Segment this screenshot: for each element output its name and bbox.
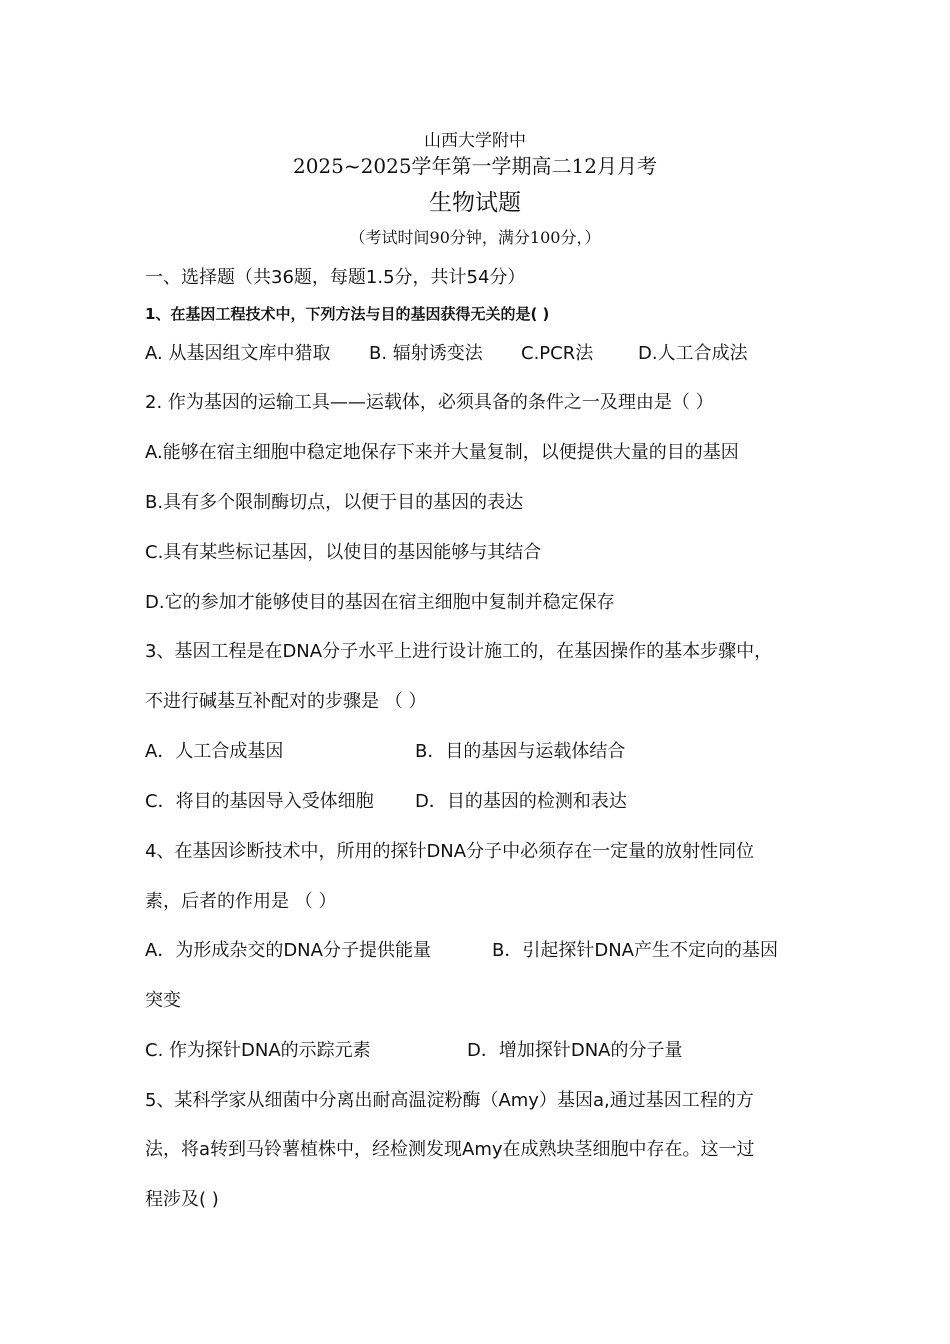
q3-option-c: C．将目的基因导入受体细胞: [145, 791, 374, 812]
q5-stem-line2: 法，将a转到马铃薯植株中，经检测发现Amy在成熟块茎细胞中存在。这一过: [145, 1139, 755, 1160]
q4-stem-line2: 素，后者的作用是 （ ）: [145, 891, 337, 912]
exam-term: 2025~2025学年第一学期高二12月月考: [292, 154, 657, 178]
section-heading: 一、选择题（共36题，每题1.5分，共计54分）: [145, 267, 526, 288]
q1-option-a: A. 从基因组文库中猎取: [145, 343, 331, 364]
q4-option-d: D．增加探针DNA的分子量: [467, 1040, 683, 1061]
q1-option-b: B. 辐射诱变法: [369, 343, 483, 364]
q2-option-d: D.它的参加才能够使目的基因在宿主细胞中复制并稳定保存: [145, 592, 615, 613]
q1-stem: 1、在基因工程技术中，下列方法与目的基因获得无关的是( ): [145, 305, 550, 323]
exam-subject-title: 生物试题: [429, 190, 521, 216]
q3-option-a: A．人工合成基因: [145, 741, 284, 762]
q4-option-c: C. 作为探针DNA的示踪元素: [145, 1040, 371, 1061]
q4-option-b: B．引起探针DNA产生不定向的基因: [492, 940, 778, 961]
q4-option-b-continued: 突变: [145, 990, 181, 1011]
q3-option-b: B．目的基因与运载体结合: [415, 741, 626, 762]
school-name: 山西大学附中: [424, 131, 526, 151]
q2-option-a: A.能够在宿主细胞中稳定地保存下来并大量复制，以便提供大量的目的基因: [145, 442, 739, 463]
q3-stem-line1: 3、基因工程是在DNA分子水平上进行设计施工的，在基因操作的基本步骤中，: [145, 641, 773, 662]
q4-stem-line1: 4、在基因诊断技术中，所用的探针DNA分子中必须存在一定量的放射性同位: [145, 841, 755, 862]
q2-option-b: B.具有多个限制酶切点，以便于目的基因的表达: [145, 492, 524, 513]
q4-option-a: A．为形成杂交的DNA分子提供能量: [145, 940, 431, 961]
q3-stem-line2: 不进行碱基互补配对的步骤是 （ ）: [145, 691, 427, 712]
exam-note: （考试时间90分钟，满分100分，）: [349, 228, 601, 247]
q1-option-c: C.PCR法: [521, 343, 594, 364]
q5-stem-line3: 程涉及( ): [145, 1189, 219, 1210]
q3-option-d: D．目的基因的检测和表达: [415, 791, 627, 812]
q2-stem: 2. 作为基因的运输工具——运载体，必须具备的条件之一及理由是（ ）: [145, 392, 714, 413]
q2-option-c: C.具有某些标记基因，以使目的基因能够与其结合: [145, 542, 542, 563]
q5-stem-line1: 5、某科学家从细菌中分离出耐高温淀粉酶（Amy）基因a,通过基因工程的方: [145, 1090, 754, 1111]
q1-option-d: D.人工合成法: [638, 343, 748, 364]
